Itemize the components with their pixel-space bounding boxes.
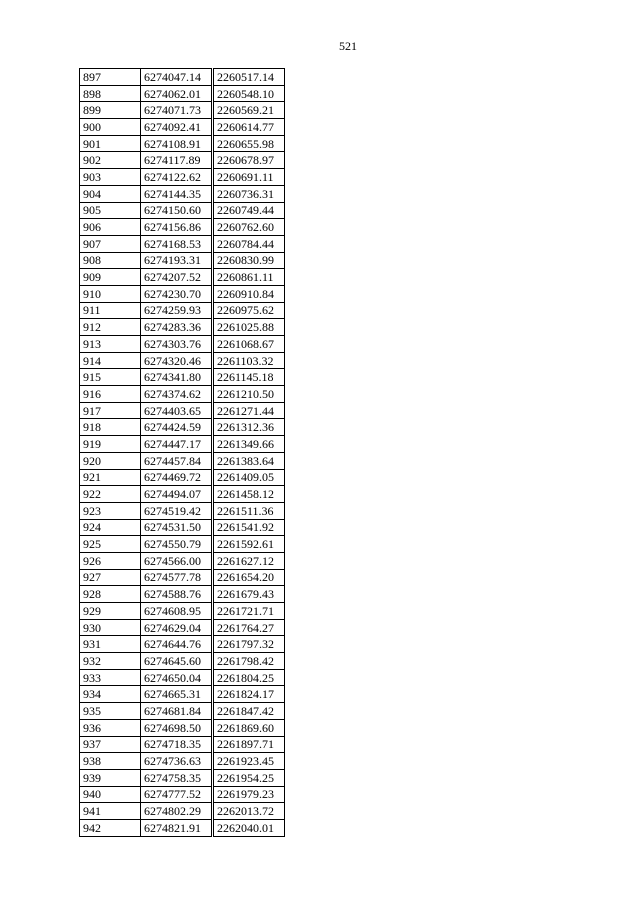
table-row (80, 803, 285, 820)
table-row (80, 169, 285, 186)
coordinates-table-body (80, 69, 285, 837)
y-coordinate-cell: 2260569.21 (213, 102, 285, 119)
point-number-cell: 918 (80, 419, 141, 436)
x-coordinate-cell: 6274550.79 (141, 536, 213, 553)
table-row (80, 502, 285, 519)
table-row (80, 119, 285, 136)
point-number-cell: 917 (80, 402, 141, 419)
table-row (80, 386, 285, 403)
table-row (80, 185, 285, 202)
point-number-cell: 936 (80, 719, 141, 736)
x-coordinate-cell: 6274588.76 (141, 586, 213, 603)
y-coordinate-cell: 2260548.10 (213, 85, 285, 102)
y-coordinate-cell: 2261312.36 (213, 419, 285, 436)
point-number-cell: 926 (80, 552, 141, 569)
y-coordinate-cell: 2261349.66 (213, 436, 285, 453)
table-row (80, 319, 285, 336)
table-row (80, 736, 285, 753)
x-coordinate-cell: 6274577.78 (141, 569, 213, 586)
point-number-cell: 913 (80, 336, 141, 353)
point-number-cell: 899 (80, 102, 141, 119)
point-number-cell: 904 (80, 185, 141, 202)
table-row (80, 603, 285, 620)
x-coordinate-cell: 6274758.35 (141, 769, 213, 786)
table-row (80, 219, 285, 236)
x-coordinate-cell: 6274230.70 (141, 285, 213, 302)
table-row (80, 102, 285, 119)
y-coordinate-cell: 2261103.32 (213, 352, 285, 369)
y-coordinate-cell: 2261824.17 (213, 686, 285, 703)
table-row (80, 135, 285, 152)
y-coordinate-cell: 2260736.31 (213, 185, 285, 202)
x-coordinate-cell: 6274207.52 (141, 269, 213, 286)
x-coordinate-cell: 6274071.73 (141, 102, 213, 119)
point-number-cell: 929 (80, 603, 141, 620)
point-number-cell: 897 (80, 69, 141, 86)
table-row (80, 469, 285, 486)
x-coordinate-cell: 6274168.53 (141, 235, 213, 252)
y-coordinate-cell: 2261068.67 (213, 336, 285, 353)
point-number-cell: 906 (80, 219, 141, 236)
y-coordinate-cell: 2261979.23 (213, 786, 285, 803)
x-coordinate-cell: 6274519.42 (141, 502, 213, 519)
y-coordinate-cell: 2261897.71 (213, 736, 285, 753)
table-row (80, 636, 285, 653)
table-row (80, 519, 285, 536)
y-coordinate-cell: 2260691.11 (213, 169, 285, 186)
x-coordinate-cell: 6274531.50 (141, 519, 213, 536)
y-coordinate-cell: 2260784.44 (213, 235, 285, 252)
x-coordinate-cell: 6274665.31 (141, 686, 213, 703)
x-coordinate-cell: 6274259.93 (141, 302, 213, 319)
point-number-cell: 898 (80, 85, 141, 102)
x-coordinate-cell: 6274777.52 (141, 786, 213, 803)
y-coordinate-cell: 2261797.32 (213, 636, 285, 653)
point-number-cell: 920 (80, 452, 141, 469)
point-number-cell: 902 (80, 152, 141, 169)
point-number-cell: 908 (80, 252, 141, 269)
x-coordinate-cell: 6274650.04 (141, 669, 213, 686)
x-coordinate-cell: 6274193.31 (141, 252, 213, 269)
y-coordinate-cell: 2261764.27 (213, 619, 285, 636)
x-coordinate-cell: 6274320.46 (141, 352, 213, 369)
point-number-cell: 914 (80, 352, 141, 369)
y-coordinate-cell: 2261923.45 (213, 753, 285, 770)
y-coordinate-cell: 2260655.98 (213, 135, 285, 152)
y-coordinate-cell: 2261511.36 (213, 502, 285, 519)
table-row (80, 653, 285, 670)
x-coordinate-cell: 6274283.36 (141, 319, 213, 336)
table-row (80, 669, 285, 686)
y-coordinate-cell: 2260762.60 (213, 219, 285, 236)
x-coordinate-cell: 6274374.62 (141, 386, 213, 403)
point-number-cell: 916 (80, 386, 141, 403)
table-row (80, 402, 285, 419)
y-coordinate-cell: 2261804.25 (213, 669, 285, 686)
y-coordinate-cell: 2261145.18 (213, 369, 285, 386)
x-coordinate-cell: 6274718.35 (141, 736, 213, 753)
point-number-cell: 934 (80, 686, 141, 703)
point-number-cell: 903 (80, 169, 141, 186)
x-coordinate-cell: 6274802.29 (141, 803, 213, 820)
y-coordinate-cell: 2261458.12 (213, 486, 285, 503)
x-coordinate-cell: 6274447.17 (141, 436, 213, 453)
point-number-cell: 925 (80, 536, 141, 553)
point-number-cell: 900 (80, 119, 141, 136)
point-number-cell: 923 (80, 502, 141, 519)
x-coordinate-cell: 6274469.72 (141, 469, 213, 486)
x-coordinate-cell: 6274566.00 (141, 552, 213, 569)
table-row (80, 619, 285, 636)
point-number-cell: 915 (80, 369, 141, 386)
x-coordinate-cell: 6274424.59 (141, 419, 213, 436)
x-coordinate-cell: 6274645.60 (141, 653, 213, 670)
point-number-cell: 937 (80, 736, 141, 753)
point-number-cell: 921 (80, 469, 141, 486)
table-row (80, 69, 285, 86)
table-row (80, 703, 285, 720)
x-coordinate-cell: 6274092.41 (141, 119, 213, 136)
x-coordinate-cell: 6274150.60 (141, 202, 213, 219)
point-number-cell: 928 (80, 586, 141, 603)
table-row (80, 819, 285, 836)
y-coordinate-cell: 2261409.05 (213, 469, 285, 486)
point-number-cell: 938 (80, 753, 141, 770)
point-number-cell: 932 (80, 653, 141, 670)
x-coordinate-cell: 6274108.91 (141, 135, 213, 152)
x-coordinate-cell: 6274341.80 (141, 369, 213, 386)
table-row (80, 719, 285, 736)
y-coordinate-cell: 2261869.60 (213, 719, 285, 736)
y-coordinate-cell: 2261383.64 (213, 452, 285, 469)
point-number-cell: 905 (80, 202, 141, 219)
y-coordinate-cell: 2260614.77 (213, 119, 285, 136)
x-coordinate-cell: 6274736.63 (141, 753, 213, 770)
point-number-cell: 927 (80, 569, 141, 586)
point-number-cell: 933 (80, 669, 141, 686)
table-row (80, 269, 285, 286)
table-row (80, 336, 285, 353)
point-number-cell: 909 (80, 269, 141, 286)
x-coordinate-cell: 6274681.84 (141, 703, 213, 720)
x-coordinate-cell: 6274608.95 (141, 603, 213, 620)
table-row (80, 769, 285, 786)
point-number-cell: 924 (80, 519, 141, 536)
x-coordinate-cell: 6274062.01 (141, 85, 213, 102)
y-coordinate-cell: 2260975.62 (213, 302, 285, 319)
point-number-cell: 910 (80, 285, 141, 302)
coordinates-table (79, 68, 285, 837)
y-coordinate-cell: 2261798.42 (213, 653, 285, 670)
y-coordinate-cell: 2261847.42 (213, 703, 285, 720)
y-coordinate-cell: 2260910.84 (213, 285, 285, 302)
table-row (80, 786, 285, 803)
table-row (80, 536, 285, 553)
y-coordinate-cell: 2261721.71 (213, 603, 285, 620)
table-row (80, 436, 285, 453)
y-coordinate-cell: 2262013.72 (213, 803, 285, 820)
point-number-cell: 907 (80, 235, 141, 252)
point-number-cell: 930 (80, 619, 141, 636)
table-row (80, 452, 285, 469)
y-coordinate-cell: 2261271.44 (213, 402, 285, 419)
table-row (80, 202, 285, 219)
point-number-cell: 911 (80, 302, 141, 319)
y-coordinate-cell: 2260830.99 (213, 252, 285, 269)
y-coordinate-cell: 2260749.44 (213, 202, 285, 219)
point-number-cell: 940 (80, 786, 141, 803)
y-coordinate-cell: 2262040.01 (213, 819, 285, 836)
table-row (80, 369, 285, 386)
table-row (80, 352, 285, 369)
x-coordinate-cell: 6274117.89 (141, 152, 213, 169)
x-coordinate-cell: 6274494.07 (141, 486, 213, 503)
table-row (80, 85, 285, 102)
table-row (80, 252, 285, 269)
point-number-cell: 912 (80, 319, 141, 336)
table-row (80, 302, 285, 319)
y-coordinate-cell: 2261541.92 (213, 519, 285, 536)
point-number-cell: 941 (80, 803, 141, 820)
y-coordinate-cell: 2261592.61 (213, 536, 285, 553)
point-number-cell: 901 (80, 135, 141, 152)
table-row (80, 586, 285, 603)
point-number-cell: 919 (80, 436, 141, 453)
x-coordinate-cell: 6274122.62 (141, 169, 213, 186)
table-row (80, 152, 285, 169)
x-coordinate-cell: 6274403.65 (141, 402, 213, 419)
table-row (80, 686, 285, 703)
x-coordinate-cell: 6274629.04 (141, 619, 213, 636)
x-coordinate-cell: 6274644.76 (141, 636, 213, 653)
y-coordinate-cell: 2260861.11 (213, 269, 285, 286)
x-coordinate-cell: 6274821.91 (141, 819, 213, 836)
y-coordinate-cell: 2261954.25 (213, 769, 285, 786)
point-number-cell: 922 (80, 486, 141, 503)
table-row (80, 419, 285, 436)
y-coordinate-cell: 2261627.12 (213, 552, 285, 569)
x-coordinate-cell: 6274457.84 (141, 452, 213, 469)
table-row (80, 486, 285, 503)
table-row (80, 235, 285, 252)
point-number-cell: 939 (80, 769, 141, 786)
x-coordinate-cell: 6274698.50 (141, 719, 213, 736)
x-coordinate-cell: 6274144.35 (141, 185, 213, 202)
y-coordinate-cell: 2261654.20 (213, 569, 285, 586)
y-coordinate-cell: 2260678.97 (213, 152, 285, 169)
x-coordinate-cell: 6274303.76 (141, 336, 213, 353)
point-number-cell: 942 (80, 819, 141, 836)
y-coordinate-cell: 2261025.88 (213, 319, 285, 336)
table-row (80, 552, 285, 569)
y-coordinate-cell: 2261210.50 (213, 386, 285, 403)
table-row (80, 753, 285, 770)
point-number-cell: 931 (80, 636, 141, 653)
page-number: 521 (339, 39, 357, 53)
table-row (80, 285, 285, 302)
x-coordinate-cell: 6274047.14 (141, 69, 213, 86)
point-number-cell: 935 (80, 703, 141, 720)
table-row (80, 569, 285, 586)
y-coordinate-cell: 2261679.43 (213, 586, 285, 603)
y-coordinate-cell: 2260517.14 (213, 69, 285, 86)
x-coordinate-cell: 6274156.86 (141, 219, 213, 236)
